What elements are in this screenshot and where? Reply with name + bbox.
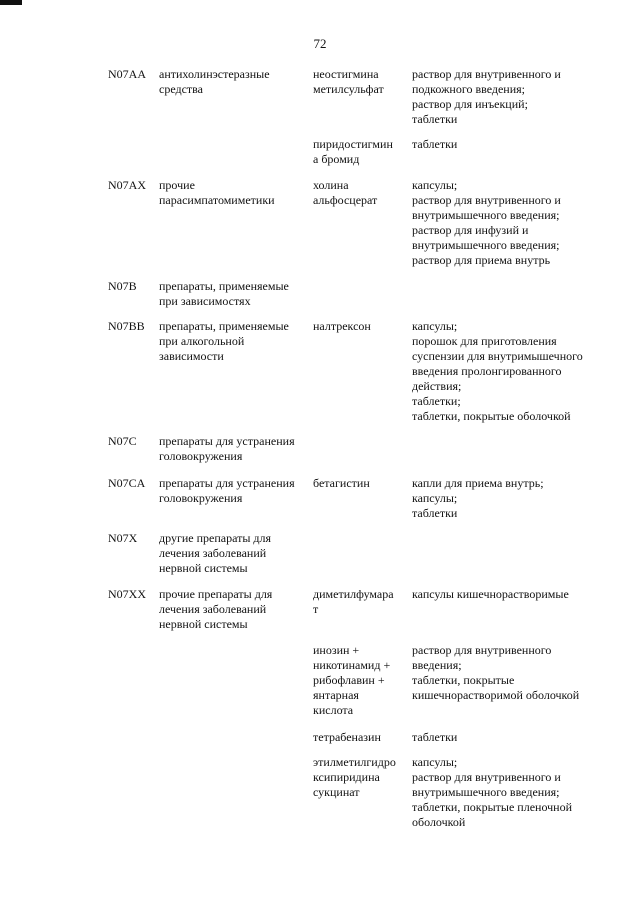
pharmacological-group: прочие парасимпатомиметики bbox=[159, 178, 275, 207]
drug-name: диметилфумара т bbox=[313, 587, 394, 616]
atc-code: N07AA bbox=[108, 67, 146, 81]
atc-code: N07AX bbox=[108, 178, 146, 192]
pharmacological-group: прочие препараты для лечения заболеваний нервной системы bbox=[159, 587, 273, 631]
dosage-form: таблетки bbox=[412, 137, 458, 151]
atc-code: N07B bbox=[108, 279, 137, 293]
pharmacological-group: препараты для устранения головокружения bbox=[159, 434, 295, 463]
page-number: 72 bbox=[313, 36, 327, 51]
drug-name: налтрексон bbox=[313, 319, 371, 333]
dosage-form: капсулы кишечнорастворимые bbox=[412, 587, 569, 601]
dosage-form: капсулы; раствор для внутривенного и внутримышечного введения; раствор для инфузий и внутримышечного введения; раствор для приема внутрь bbox=[412, 178, 561, 267]
pharmacological-group: препараты, применяемые при зависимостях bbox=[159, 279, 289, 308]
pharmacological-group: другие препараты для лечения заболеваний нервной системы bbox=[159, 531, 272, 575]
pharmacological-group: препараты для устранения головокружения bbox=[159, 476, 295, 505]
drug-name: тетрабеназин bbox=[313, 730, 381, 744]
dosage-form: капли для приема внутрь; капсулы; таблетки bbox=[412, 476, 544, 520]
atc-code: N07XX bbox=[108, 587, 146, 601]
drug-name: холина альфосцерат bbox=[313, 178, 378, 207]
scan-corner-mark bbox=[0, 0, 22, 5]
drug-name: инозин + никотинамид + рибофлавин + янтарная кислота bbox=[313, 643, 391, 717]
dosage-form: капсулы; порошок для приготовления суспензии для внутримышечного введения пролонгированного действия; таблетки; таблетки, покрытые оболочкой bbox=[412, 319, 583, 423]
dosage-form: таблетки bbox=[412, 730, 458, 744]
drug-name: этилметилгидро ксипиридина сукцинат bbox=[313, 755, 396, 799]
dosage-form: раствор для внутривенного введения; таблетки, покрытые кишечнорастворимой оболочкой bbox=[412, 643, 580, 702]
drug-name: неостигмина метилсульфат bbox=[313, 67, 384, 96]
pharmacological-group: препараты, применяемые при алкогольной зависимости bbox=[159, 319, 289, 363]
drug-name: бетагистин bbox=[313, 476, 370, 490]
pharmacological-group: антихолинэстеразные средства bbox=[159, 67, 270, 96]
drug-name: пиридостигмин а бромид bbox=[313, 137, 393, 166]
dosage-form: капсулы; раствор для внутривенного и внутримышечного введения; таблетки, покрытые пленочной оболочкой bbox=[412, 755, 573, 829]
dosage-form: раствор для внутривенного и подкожного введения; раствор для инъекций; таблетки bbox=[412, 67, 561, 126]
atc-code: N07C bbox=[108, 434, 137, 448]
atc-code: N07X bbox=[108, 531, 138, 545]
atc-code: N07CA bbox=[108, 476, 146, 490]
atc-code: N07BB bbox=[108, 319, 145, 333]
